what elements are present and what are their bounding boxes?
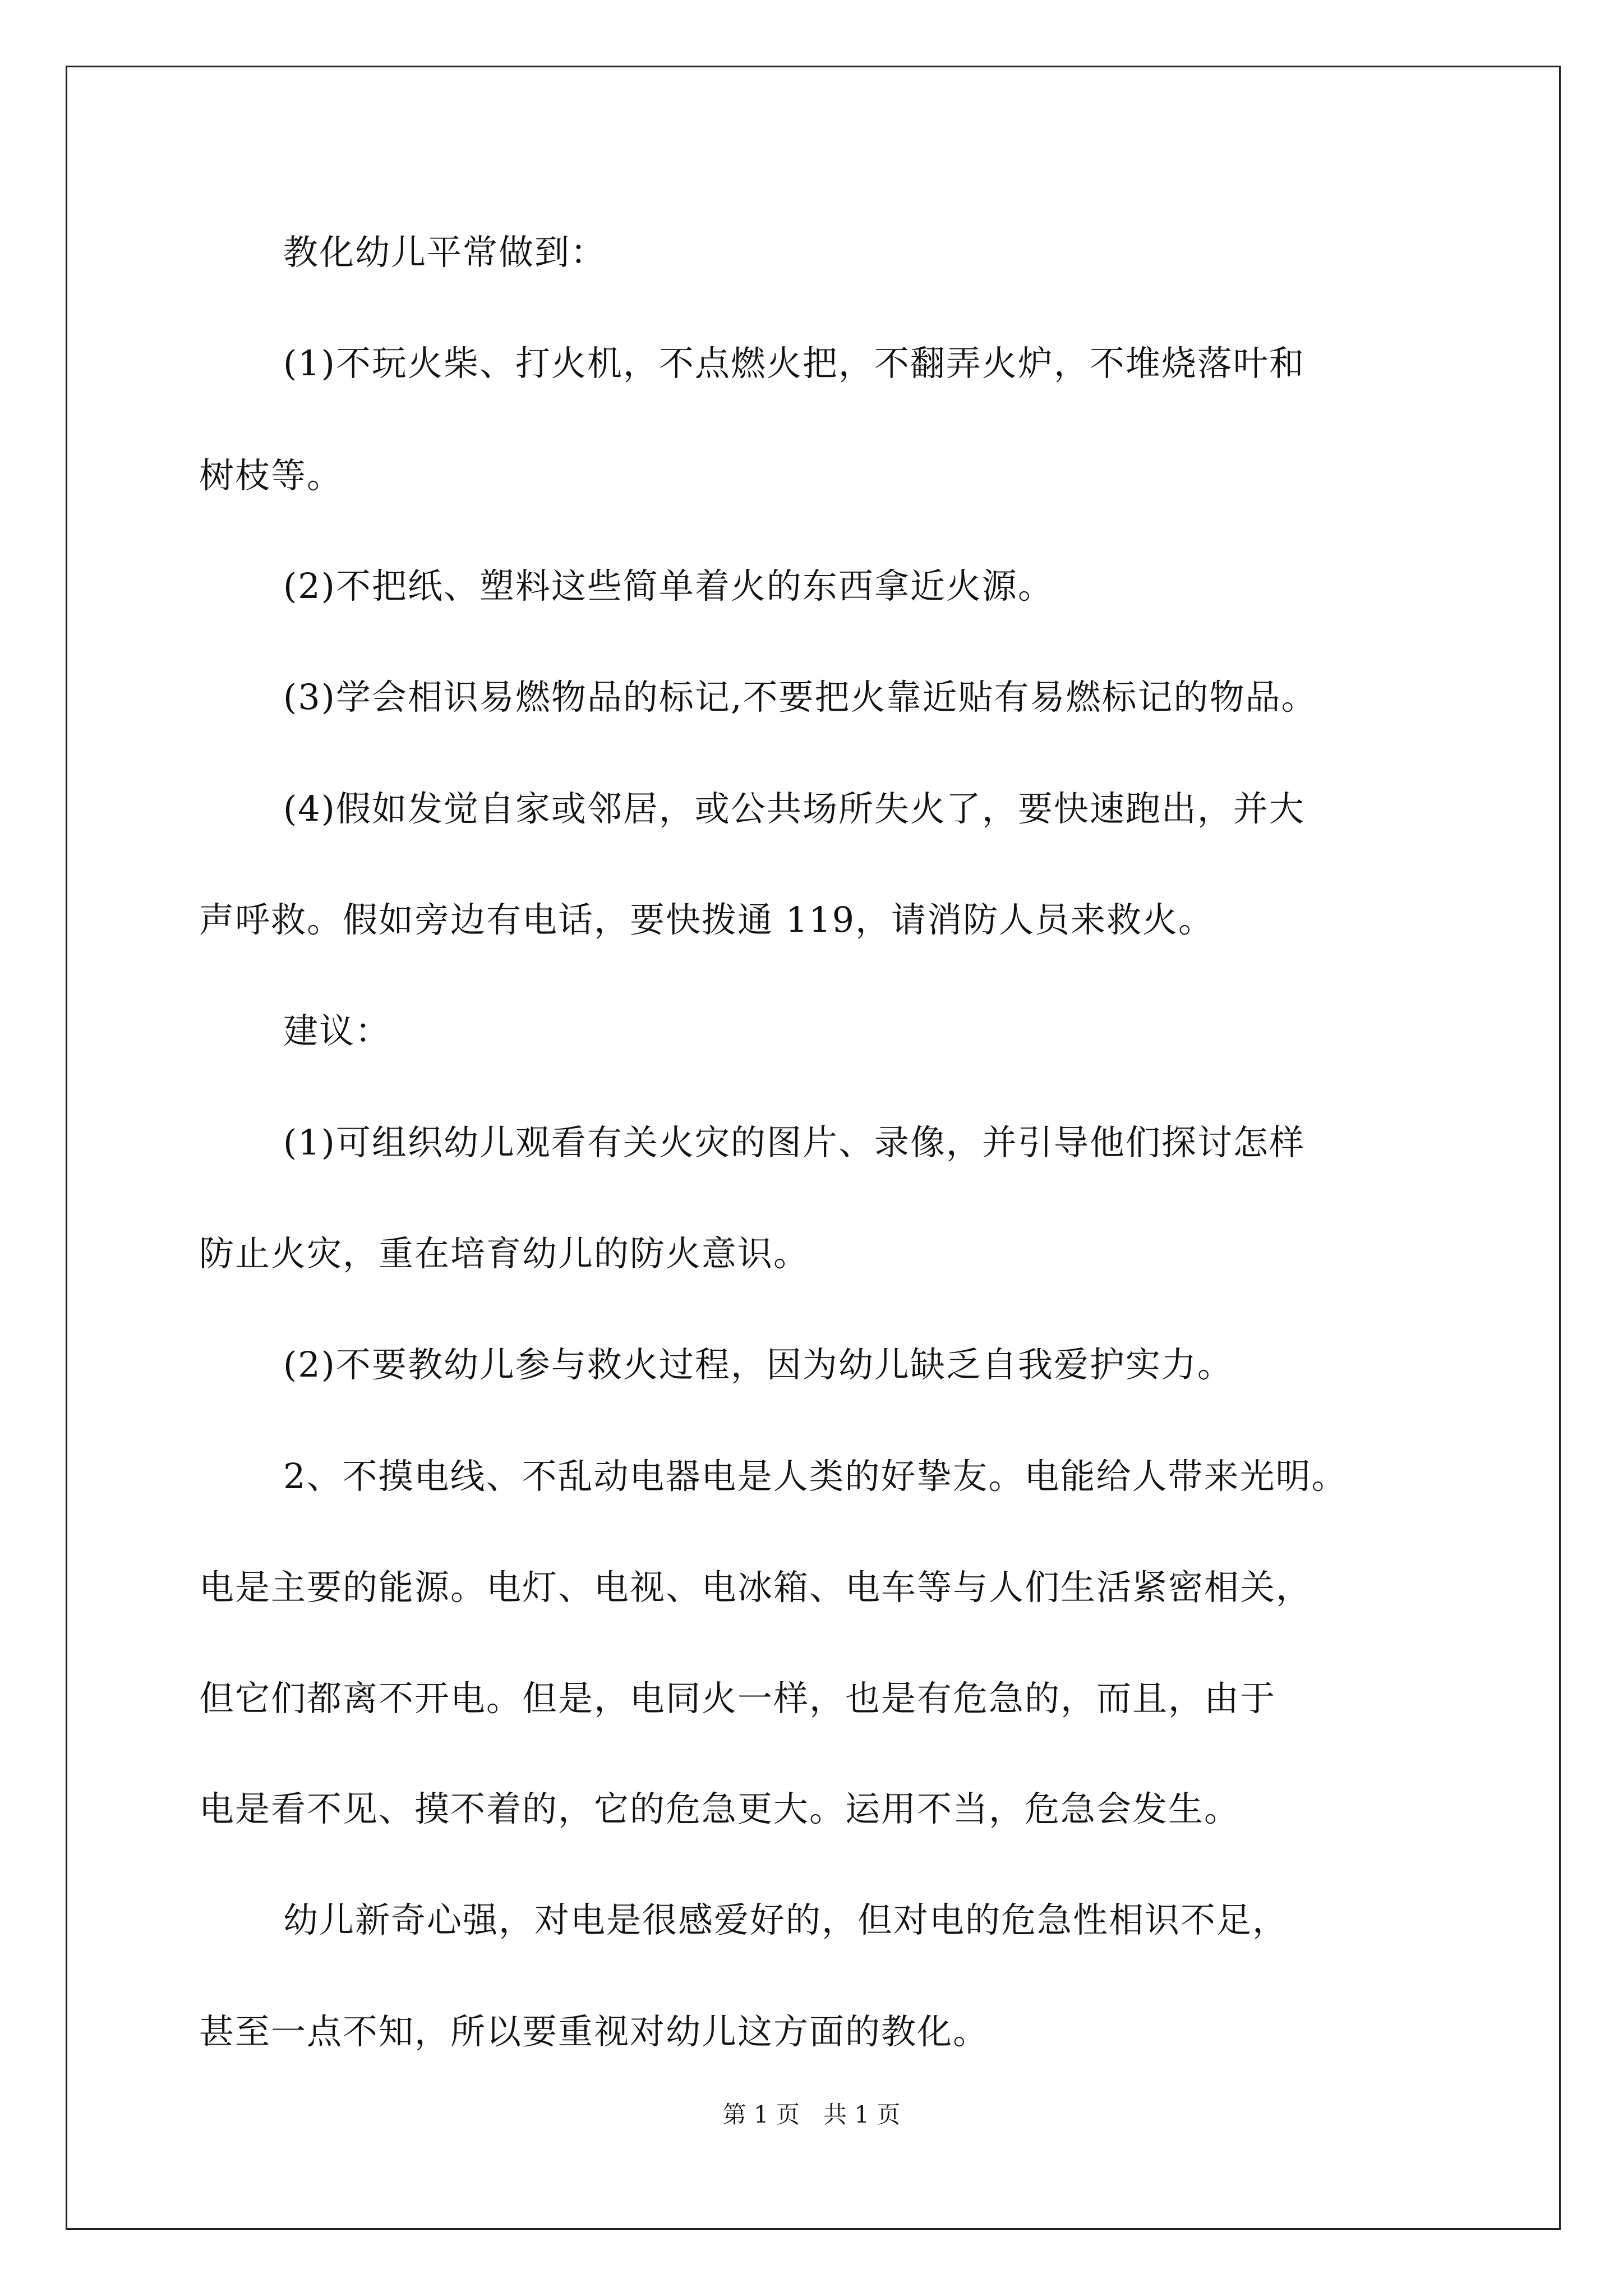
paragraph-line: (4)假如发觉自家或邻居，或公共场所失火了，要快速跑出，并大 (283, 788, 1305, 829)
paragraph-line: (1)可组织幼儿观看有关火灾的图片、录像，并引导他们探讨怎样 (283, 1122, 1305, 1163)
paragraph-line: 但它们都离不开电。但是，电同火一样，也是有危急的，而且，由于 (199, 1678, 1276, 1719)
paragraph-line: 教化幼儿平常做到： (283, 232, 607, 273)
paragraph-line: (1)不玩火柴、打火机，不点燃火把，不翻弄火炉，不堆烧落叶和 (283, 343, 1305, 384)
page-number-footer: 第 1 页 共 1 页 (722, 2101, 901, 2128)
paragraph-line: (2)不要教幼儿参与救火过程，因为幼儿缺乏自我爱护实力。 (283, 1344, 1233, 1385)
paragraph-line: 声呼救。假如旁边有电话，要快拨通 119，请消防人员来救火。 (199, 899, 1215, 940)
paragraph-line: 树枝等。 (199, 455, 343, 496)
paragraph-line: 甚至一点不知，所以要重视对幼儿这方面的教化。 (199, 2011, 989, 2052)
paragraph-line: 电是主要的能源。电灯、电视、电冰箱、电车等与人们生活紧密相关， (199, 1567, 1312, 1608)
paragraph-line: 2、不摸电线、不乱动电器电是人类的好挚友。电能给人带来光明。 (283, 1456, 1348, 1497)
paragraph-line: 建议： (283, 1010, 391, 1051)
paragraph-line: 防止火灾，重在培育幼儿的防火意识。 (199, 1233, 810, 1274)
paragraph-line: 电是看不见、摸不着的，它的危急更大。运用不当，危急会发生。 (199, 1788, 1241, 1829)
paragraph-line: (3)学会相识易燃物品的标记,不要把火靠近贴有易燃标记的物品。 (283, 677, 1317, 717)
paragraph-line: 幼儿新奇心强，对电是很感爱好的，但对电的危急性相识不足， (283, 1899, 1289, 1940)
paragraph-line: (2)不把纸、塑料这些简单着火的东西拿近火源。 (283, 565, 1054, 606)
